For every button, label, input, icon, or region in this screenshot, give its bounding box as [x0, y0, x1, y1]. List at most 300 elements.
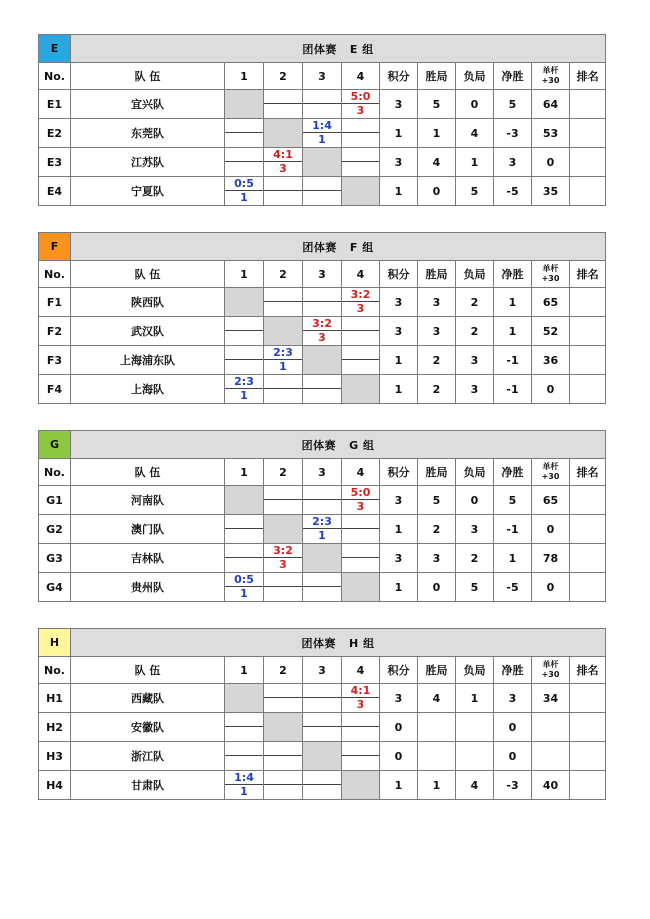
- team-no: E4: [39, 177, 71, 206]
- match-score: 0:5: [234, 573, 254, 586]
- match-cell: [225, 771, 264, 800]
- stat-rank: [570, 771, 606, 800]
- column-header: 排名: [570, 657, 606, 684]
- match-points: 3: [279, 558, 287, 571]
- stat-lost: 2: [456, 288, 494, 317]
- self-match-cell: [264, 713, 303, 742]
- team-name: 上海队: [71, 375, 225, 404]
- column-header: 单杆 +30: [532, 63, 570, 90]
- column-header: 积分: [380, 657, 418, 684]
- match-points: 3: [356, 698, 365, 711]
- match-cell: [342, 148, 380, 177]
- self-match-cell: [264, 317, 303, 346]
- stat-pts: 3: [380, 684, 418, 713]
- team-name: 宜兴队: [71, 90, 225, 119]
- column-header: 2: [264, 261, 303, 288]
- match-cell: [264, 346, 303, 375]
- self-match-cell: [303, 148, 342, 177]
- column-header: 3: [303, 657, 342, 684]
- team-no: F3: [39, 346, 71, 375]
- column-header: 负局: [456, 63, 494, 90]
- team-no: F4: [39, 375, 71, 404]
- match-cell: [225, 119, 264, 148]
- match-cell: [342, 90, 380, 119]
- stat-single: 53: [532, 119, 570, 148]
- stat-lost: 1: [456, 148, 494, 177]
- stat-pts: 3: [380, 90, 418, 119]
- match-cell: [342, 119, 380, 148]
- stat-rank: [570, 486, 606, 515]
- match-score: 4:1: [273, 148, 293, 161]
- match-cell: [303, 684, 342, 713]
- team-name: 西藏队: [71, 684, 225, 713]
- stat-won: 0: [418, 573, 456, 602]
- match-cell: [342, 684, 380, 713]
- stat-rank: [570, 119, 606, 148]
- match-cell: [303, 713, 342, 742]
- match-cell: [225, 148, 264, 177]
- match-points: 3: [318, 331, 326, 344]
- group-table: [38, 628, 605, 801]
- column-header: 净胜: [494, 63, 532, 90]
- column-header: 单杆 +30: [532, 459, 570, 486]
- match-cell: [264, 573, 303, 602]
- match-cell: [342, 317, 380, 346]
- match-cell: [342, 742, 380, 771]
- team-row: [39, 771, 606, 800]
- stat-rank: [570, 148, 606, 177]
- match-points: 1: [240, 587, 248, 600]
- column-header: 排名: [570, 63, 606, 90]
- team-no: G1: [39, 486, 71, 515]
- team-no: E1: [39, 90, 71, 119]
- column-header: 胜局: [418, 63, 456, 90]
- team-name: 武汉队: [71, 317, 225, 346]
- stat-single: 34: [532, 684, 570, 713]
- column-header: No.: [39, 261, 71, 288]
- match-score: 2:3: [273, 346, 293, 359]
- stat-lost: 3: [456, 346, 494, 375]
- column-header: 积分: [380, 261, 418, 288]
- match-cell: [264, 288, 303, 317]
- match-cell: [264, 544, 303, 573]
- team-name: 澳门队: [71, 515, 225, 544]
- team-no: G3: [39, 544, 71, 573]
- match-cell: [342, 346, 380, 375]
- column-header: 单杆 +30: [532, 657, 570, 684]
- stat-net: -1: [494, 346, 532, 375]
- self-match-cell: [225, 486, 264, 515]
- column-header: 单杆 +30: [532, 261, 570, 288]
- match-cell: [225, 515, 264, 544]
- stat-rank: [570, 177, 606, 206]
- stat-won: 3: [418, 317, 456, 346]
- team-no: G2: [39, 515, 71, 544]
- stat-net: -1: [494, 375, 532, 404]
- match-points: 3: [356, 302, 365, 315]
- match-points: 1: [318, 133, 326, 146]
- match-cell: [303, 486, 342, 515]
- column-header: 净胜: [494, 657, 532, 684]
- team-row: [39, 515, 606, 544]
- stat-lost: 1: [456, 684, 494, 713]
- match-cell: [342, 515, 380, 544]
- column-header: 排名: [570, 261, 606, 288]
- group-table: [38, 232, 605, 405]
- team-name: 安徽队: [71, 713, 225, 742]
- match-score: 5:0: [350, 90, 371, 103]
- column-header: 队 伍: [71, 261, 225, 288]
- column-header: 2: [264, 657, 303, 684]
- self-match-cell: [342, 573, 380, 602]
- column-header: 胜局: [418, 261, 456, 288]
- stat-lost: 4: [456, 119, 494, 148]
- match-score: 3:2: [350, 288, 371, 301]
- match-score: 4:1: [350, 684, 371, 697]
- match-points: 1: [279, 360, 287, 373]
- stat-lost: 2: [456, 317, 494, 346]
- match-cell: [264, 375, 303, 404]
- stat-pts: 1: [380, 346, 418, 375]
- stat-single: 65: [532, 486, 570, 515]
- column-header: 净胜: [494, 459, 532, 486]
- stat-rank: [570, 375, 606, 404]
- team-name: 上海浦东队: [71, 346, 225, 375]
- team-name: 贵州队: [71, 573, 225, 602]
- column-header: 净胜: [494, 261, 532, 288]
- match-cell: [303, 288, 342, 317]
- stat-rank: [570, 573, 606, 602]
- column-header: 队 伍: [71, 459, 225, 486]
- match-score: 1:4: [312, 119, 332, 132]
- match-cell: [303, 771, 342, 800]
- match-points: 1: [318, 529, 326, 542]
- stat-lost: [456, 713, 494, 742]
- match-score: 2:3: [312, 515, 332, 528]
- match-cell: [225, 544, 264, 573]
- stat-lost: 0: [456, 90, 494, 119]
- stat-won: 3: [418, 544, 456, 573]
- column-header: 负局: [456, 459, 494, 486]
- stat-single: 40: [532, 771, 570, 800]
- stat-net: 3: [494, 684, 532, 713]
- stat-single: 36: [532, 346, 570, 375]
- match-cell: [342, 486, 380, 515]
- stat-won: [418, 713, 456, 742]
- stat-won: 1: [418, 119, 456, 148]
- match-score: 1:4: [234, 771, 254, 784]
- column-header: 胜局: [418, 657, 456, 684]
- column-header: 排名: [570, 459, 606, 486]
- match-score: 3:2: [273, 544, 293, 557]
- stat-pts: 3: [380, 317, 418, 346]
- self-match-cell: [342, 771, 380, 800]
- column-header: 积分: [380, 459, 418, 486]
- group-table: [38, 430, 605, 603]
- match-points: 1: [240, 389, 248, 402]
- team-row: [39, 684, 606, 713]
- team-no: H1: [39, 684, 71, 713]
- stat-net: -5: [494, 573, 532, 602]
- stat-net: -3: [494, 771, 532, 800]
- match-score: 2:3: [234, 375, 254, 388]
- match-cell: [303, 177, 342, 206]
- stat-rank: [570, 288, 606, 317]
- match-score: 3:2: [312, 317, 332, 330]
- stat-net: 1: [494, 544, 532, 573]
- stat-rank: [570, 684, 606, 713]
- stat-pts: 1: [380, 177, 418, 206]
- self-match-cell: [342, 177, 380, 206]
- match-points: 1: [240, 785, 248, 798]
- column-header: 3: [303, 459, 342, 486]
- stat-single: 52: [532, 317, 570, 346]
- standings-table: [38, 430, 606, 602]
- stat-single: 64: [532, 90, 570, 119]
- stat-net: 0: [494, 742, 532, 771]
- match-cell: [225, 346, 264, 375]
- match-score: 5:0: [350, 486, 371, 499]
- stat-pts: 1: [380, 119, 418, 148]
- column-header: 1: [225, 261, 264, 288]
- team-no: H3: [39, 742, 71, 771]
- team-no: G4: [39, 573, 71, 602]
- match-cell: [264, 486, 303, 515]
- group-table: [38, 34, 605, 207]
- match-cell: [303, 573, 342, 602]
- stat-single: 78: [532, 544, 570, 573]
- match-cell: [303, 375, 342, 404]
- column-header: 负局: [456, 657, 494, 684]
- team-row: [39, 375, 606, 404]
- match-cell: [225, 713, 264, 742]
- stat-won: 5: [418, 90, 456, 119]
- team-row: [39, 742, 606, 771]
- stat-won: 4: [418, 148, 456, 177]
- stat-rank: [570, 317, 606, 346]
- group-title: 团体赛 F 组: [71, 233, 606, 261]
- column-header: 4: [342, 261, 380, 288]
- stat-net: 0: [494, 713, 532, 742]
- group-letter: G: [39, 431, 71, 459]
- self-match-cell: [342, 375, 380, 404]
- stat-lost: [456, 742, 494, 771]
- match-cell: [342, 713, 380, 742]
- standings-table: [38, 34, 606, 206]
- stat-rank: [570, 713, 606, 742]
- team-no: H4: [39, 771, 71, 800]
- stat-single: 35: [532, 177, 570, 206]
- match-cell: [342, 288, 380, 317]
- self-match-cell: [264, 119, 303, 148]
- group-letter: E: [39, 35, 71, 63]
- team-name: 吉林队: [71, 544, 225, 573]
- match-points: 1: [240, 191, 248, 204]
- stat-pts: 0: [380, 742, 418, 771]
- match-cell: [303, 119, 342, 148]
- team-name: 东莞队: [71, 119, 225, 148]
- stat-won: 2: [418, 346, 456, 375]
- group-letter: H: [39, 629, 71, 657]
- match-score: 0:5: [234, 177, 254, 190]
- stat-won: 2: [418, 515, 456, 544]
- column-header: 队 伍: [71, 63, 225, 90]
- match-cell: [264, 771, 303, 800]
- team-name: 宁夏队: [71, 177, 225, 206]
- stat-pts: 3: [380, 486, 418, 515]
- stat-won: 2: [418, 375, 456, 404]
- match-cell: [264, 90, 303, 119]
- team-no: H2: [39, 713, 71, 742]
- stat-single: 65: [532, 288, 570, 317]
- stat-lost: 3: [456, 375, 494, 404]
- team-row: [39, 119, 606, 148]
- stat-won: 4: [418, 684, 456, 713]
- stat-pts: 3: [380, 544, 418, 573]
- team-row: [39, 713, 606, 742]
- stat-net: 5: [494, 90, 532, 119]
- match-cell: [264, 742, 303, 771]
- match-cell: [303, 90, 342, 119]
- stat-single: 0: [532, 375, 570, 404]
- team-row: [39, 573, 606, 602]
- stat-pts: 1: [380, 515, 418, 544]
- team-row: [39, 544, 606, 573]
- team-name: 江苏队: [71, 148, 225, 177]
- match-points: 3: [279, 162, 287, 175]
- stat-lost: 3: [456, 515, 494, 544]
- team-name: 甘肃队: [71, 771, 225, 800]
- stat-lost: 4: [456, 771, 494, 800]
- match-cell: [264, 684, 303, 713]
- team-no: E2: [39, 119, 71, 148]
- stat-net: -3: [494, 119, 532, 148]
- match-cell: [303, 317, 342, 346]
- match-points: 3: [356, 104, 365, 117]
- team-row: [39, 486, 606, 515]
- stat-net: 5: [494, 486, 532, 515]
- stat-lost: 0: [456, 486, 494, 515]
- match-cell: [225, 573, 264, 602]
- team-row: [39, 177, 606, 206]
- self-match-cell: [225, 684, 264, 713]
- column-header: 4: [342, 459, 380, 486]
- stat-pts: 1: [380, 771, 418, 800]
- group-letter: F: [39, 233, 71, 261]
- column-header: 3: [303, 63, 342, 90]
- standings-table: [38, 628, 606, 800]
- stat-single: [532, 742, 570, 771]
- column-header: 1: [225, 459, 264, 486]
- stat-won: 3: [418, 288, 456, 317]
- column-header: 4: [342, 657, 380, 684]
- group-title: 团体赛 G 组: [71, 431, 606, 459]
- match-cell: [264, 177, 303, 206]
- stat-net: 3: [494, 148, 532, 177]
- stat-single: [532, 713, 570, 742]
- stat-pts: 0: [380, 713, 418, 742]
- column-header: 胜局: [418, 459, 456, 486]
- self-match-cell: [303, 742, 342, 771]
- column-header: 1: [225, 63, 264, 90]
- match-cell: [342, 544, 380, 573]
- stat-won: 5: [418, 486, 456, 515]
- group-title: 团体赛 E 组: [71, 35, 606, 63]
- match-points: 3: [356, 500, 365, 513]
- match-cell: [303, 515, 342, 544]
- stat-lost: 2: [456, 544, 494, 573]
- column-header: 2: [264, 63, 303, 90]
- self-match-cell: [303, 346, 342, 375]
- stat-net: -5: [494, 177, 532, 206]
- stat-pts: 3: [380, 148, 418, 177]
- column-header: 3: [303, 261, 342, 288]
- match-cell: [225, 317, 264, 346]
- team-row: [39, 90, 606, 119]
- stat-single: 0: [532, 148, 570, 177]
- team-no: E3: [39, 148, 71, 177]
- match-cell: [225, 375, 264, 404]
- stat-net: 1: [494, 288, 532, 317]
- column-header: 2: [264, 459, 303, 486]
- team-no: F2: [39, 317, 71, 346]
- self-match-cell: [264, 515, 303, 544]
- match-cell: [225, 177, 264, 206]
- column-header: No.: [39, 657, 71, 684]
- stat-single: 0: [532, 515, 570, 544]
- self-match-cell: [225, 90, 264, 119]
- team-row: [39, 317, 606, 346]
- column-header: 积分: [380, 63, 418, 90]
- column-header: 负局: [456, 261, 494, 288]
- stat-net: -1: [494, 515, 532, 544]
- team-row: [39, 346, 606, 375]
- stat-won: 0: [418, 177, 456, 206]
- match-cell: [264, 148, 303, 177]
- stat-pts: 1: [380, 573, 418, 602]
- team-name: 河南队: [71, 486, 225, 515]
- team-no: F1: [39, 288, 71, 317]
- stat-rank: [570, 515, 606, 544]
- group-title: 团体赛 H 组: [71, 629, 606, 657]
- standings-table: [38, 232, 606, 404]
- column-header: No.: [39, 63, 71, 90]
- stat-pts: 1: [380, 375, 418, 404]
- column-header: 4: [342, 63, 380, 90]
- self-match-cell: [303, 544, 342, 573]
- stat-lost: 5: [456, 573, 494, 602]
- team-name: 浙江队: [71, 742, 225, 771]
- stat-won: [418, 742, 456, 771]
- stat-single: 0: [532, 573, 570, 602]
- team-name: 陕西队: [71, 288, 225, 317]
- stat-rank: [570, 544, 606, 573]
- match-cell: [225, 742, 264, 771]
- stat-rank: [570, 90, 606, 119]
- self-match-cell: [225, 288, 264, 317]
- stat-rank: [570, 742, 606, 771]
- stat-net: 1: [494, 317, 532, 346]
- stat-lost: 5: [456, 177, 494, 206]
- team-row: [39, 288, 606, 317]
- column-header: 1: [225, 657, 264, 684]
- stat-won: 1: [418, 771, 456, 800]
- stat-pts: 3: [380, 288, 418, 317]
- column-header: 队 伍: [71, 657, 225, 684]
- stat-rank: [570, 346, 606, 375]
- team-row: [39, 148, 606, 177]
- column-header: No.: [39, 459, 71, 486]
